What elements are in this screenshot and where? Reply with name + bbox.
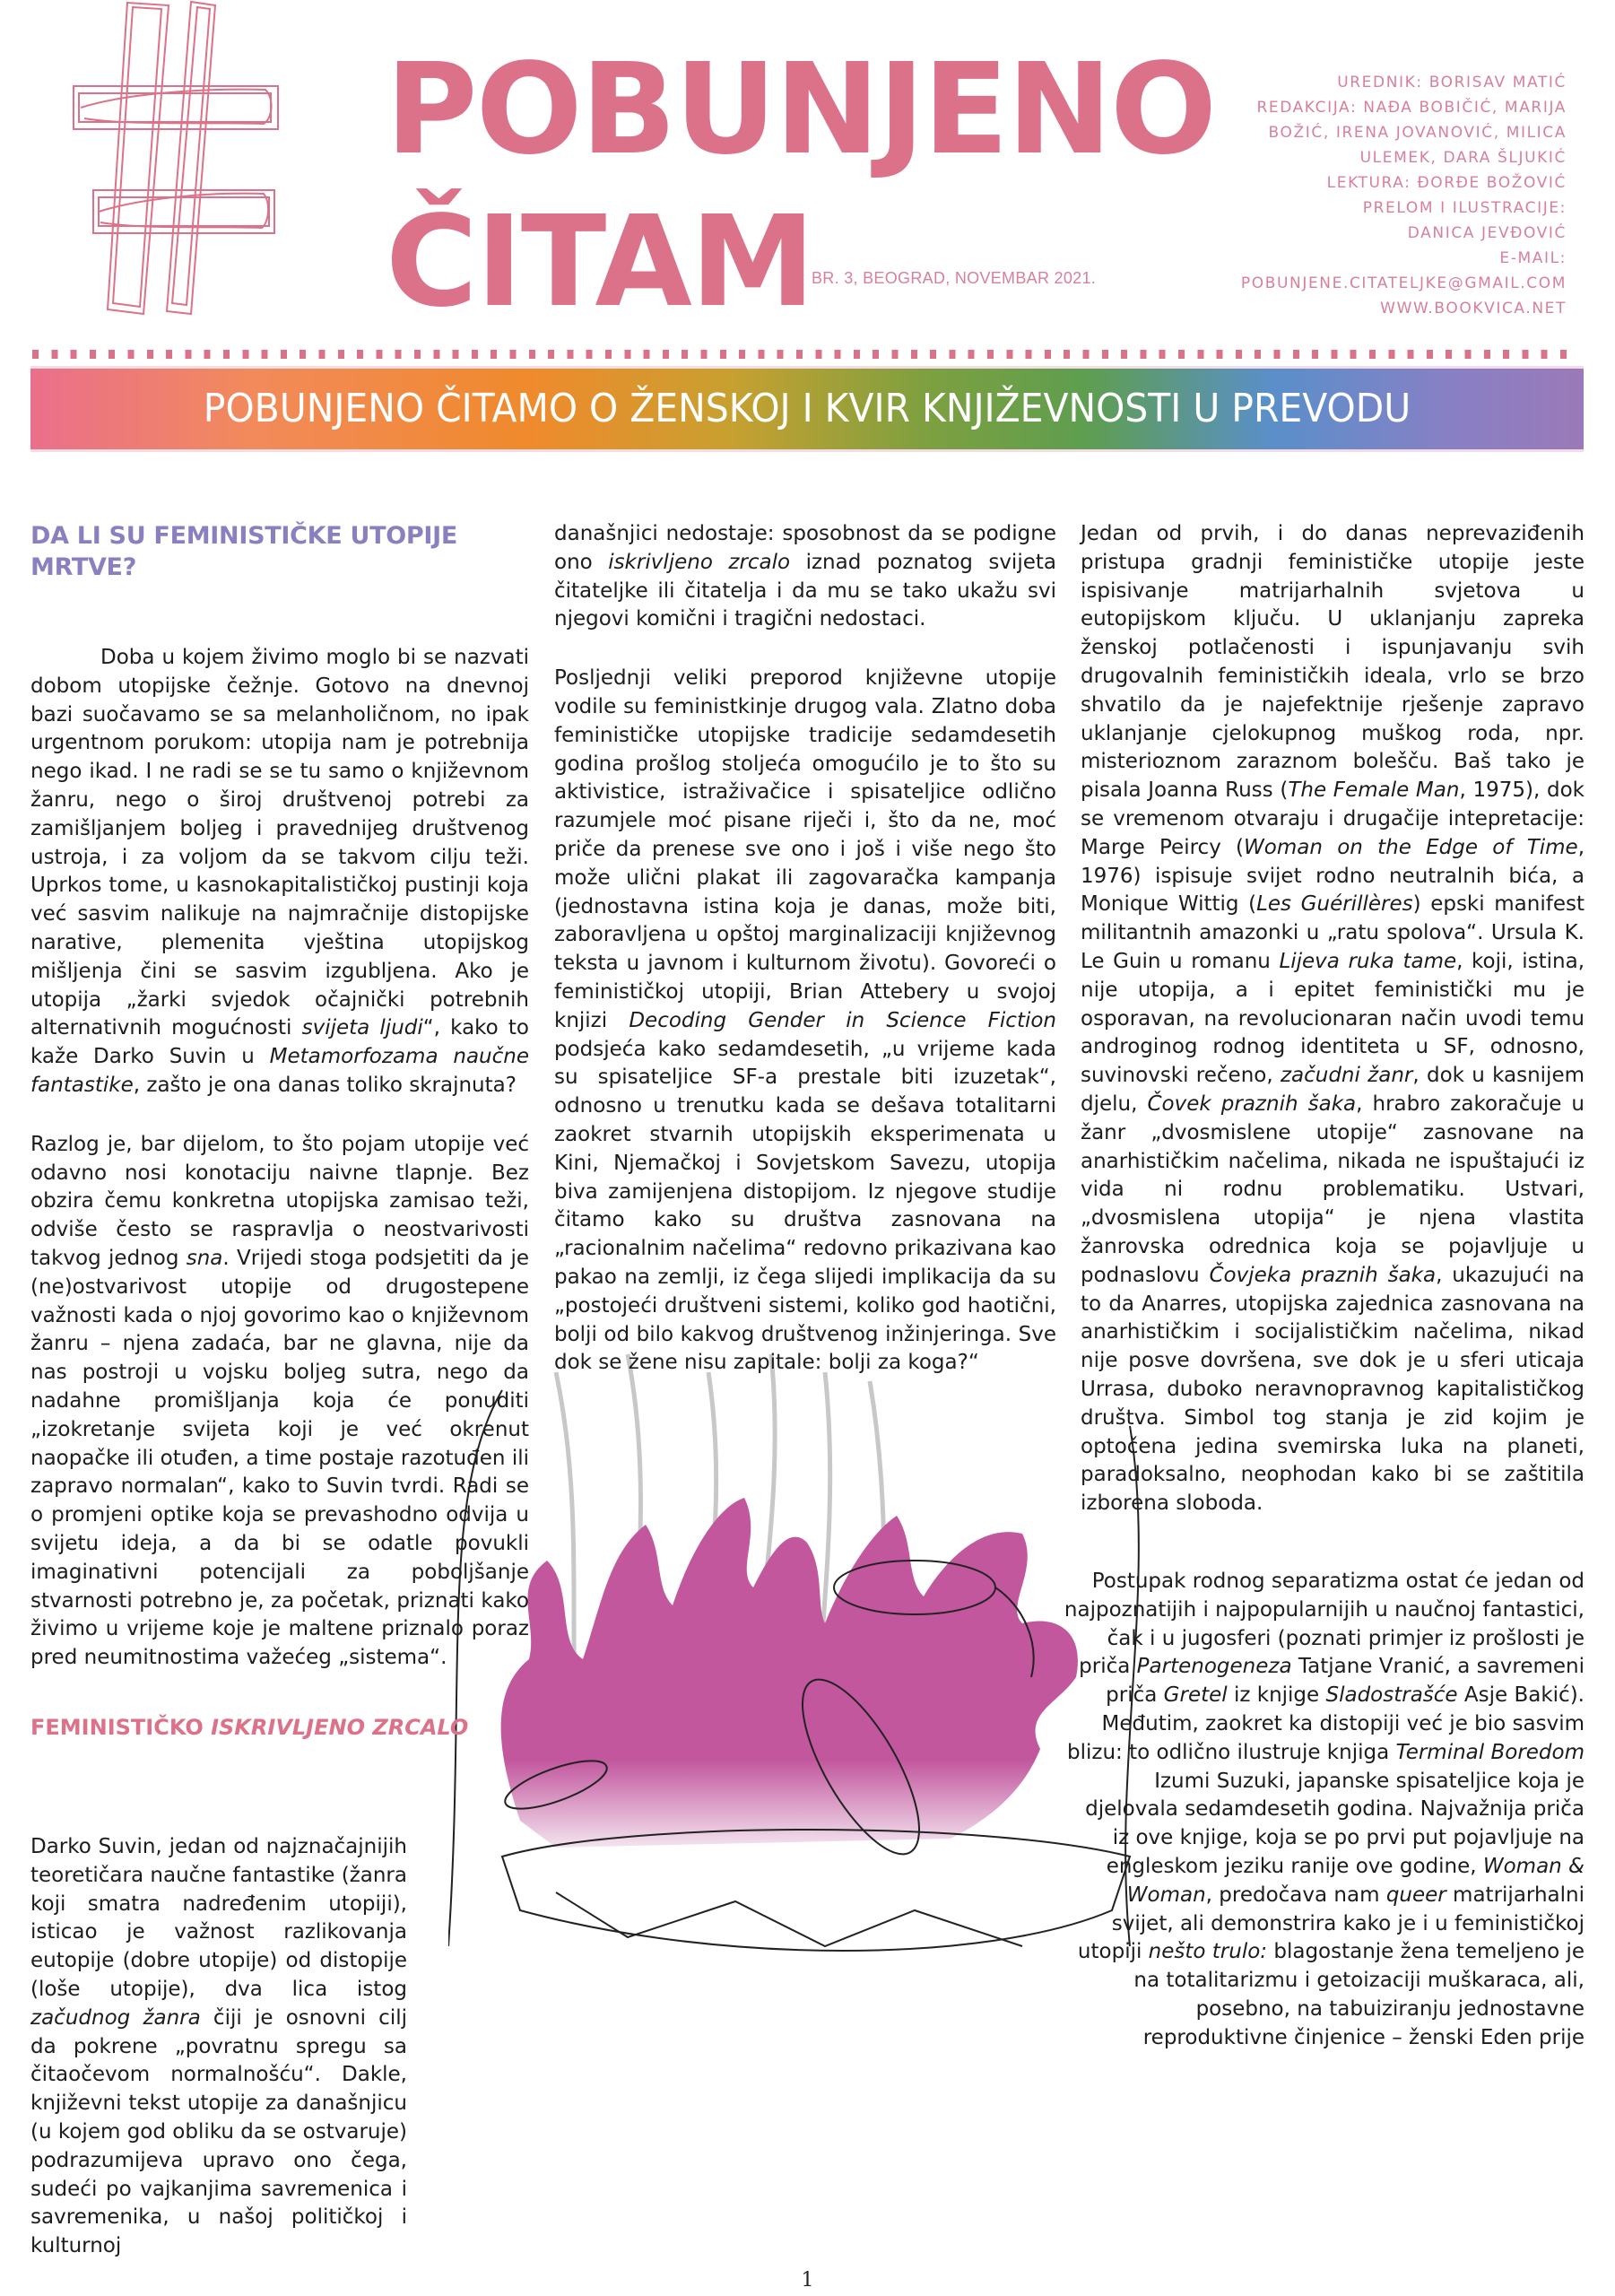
article-heading: DA LI SU FEMINISTIČKE UTOPIJE MRTVE? [30, 522, 457, 581]
coral-reef-fish-illustration [448, 1318, 1166, 2269]
paragraph: Posljednji veliki preporod književne utopije vodile su feministkinje drugog vala. Zlatno doba feminističke utopijske tradicije sedamdesetih godina prošlog stoljeća omogućilo je to što su aktivistice, istraživačice i spisateljice odlično razumjele moć pisane riječi i, što da ne, moć priče da prenese sve ono i još i više nego što može ulični plakat ili zagovaračka kampanja (jednostavna istina koja je danas, može biti, zaboravljena u opštoj marginalizaciji književnog teksta u javnom i kulturnom životu). Govoreći o feminističkoj utopiji, Brian Attebery u svojoj knjizi Decoding Gender in Science Fiction podsjeća kako sedamdesetih, „u vrijeme kada su spisateljice SF-a prestale biti izuzetak“, odnosno u trenutku kada se dešava totalitarni zaokret stvarnih utopijskih eksperimenata u Kini, Njemačkoj i Sovjetskom Savezu, utopija biva zamijenjena distopijom. Iz njegove studije čitamo kako su društva zasnovana na „racionalnim načelima“ redovno prikazivana kao pakao na zemlji, iz čega slijedi implikacija da su „postojeći društveni sistemi, koliko god haotični, bolji od bilo kakvog društvenog inžinjeringa. Sve dok se žene nisu zapitale: bolji za koga?“ [554, 666, 1056, 1375]
credit-line: E-MAIL: [1499, 249, 1567, 267]
rock-icon [502, 1830, 1130, 1951]
paragraph: Jedan od prvih, i do danas neprevaziđenih pristupa gradnji feminističke utopije jeste ispisivanje matrijarhalnih svjetova u eutopijskom ključu. U uklanjanju zapreka ženskoj potlačenosti i ispunjavanju svih drugovalnih feminističkih ideala, vrlo se brzo shvatilo da je najefektnije rješenje zapravo uklanjanje cjelokupnog muškog roda, npr. misterioznom zaraznom bolešču. Baš tako je pisala Joanna Russ (The Female Man, 1975), dok se vremenom otvaraju i drugačije intepretacije: Marge Peircy (Woman on the Edge of Time, 1976) ispisuje svijet rodno neutralnih bića, a Monique Wittig (Les Guérillères) epski manifest militantnih amazonki u „ratu spolova“. Ursula K. Le Guin u romanu Lijeva ruka tame, koji, istina, nije utopija, a i epitet feministički mu je osporavan, na revolucionaran način uvodi temu androginog rodnog identiteta u SF, odnosno, suvinovski rečeno, začudni žanr, dok u kasnijem djelu, Čovek praznih šaka, hrabro zakoračuje u žanr „dvosmislene utopije“ zasnovane na anarhističkim načelima, nikada ne ispuštajući iz vida ni rodnu problematiku. Ustvari, „dvosmislena utopija“ je njena vlastita žanrovska odrednica koja se pojavljuje u podnaslovu Čovjeka praznih šaka, ukazujući na to da Anarres, utopijska zajednica zasnovana na anarhističkim i socijalističkim načelima, nikad nije posve dovršena, sve dok je u sferi uticaja Urrasa, duboko neravnopravnog kapitalističkog društva. Simbol tog stanja je zid kojim je optočena jedina svemirska luka na planeti, paradoksalno, neophodan kako bi se zaštitila izborena sloboda. [1081, 522, 1585, 1516]
credit-line: LEKTURA: ĐORĐE BOŽOVIĆ [1326, 174, 1567, 192]
credit-line: DANICA JEVĐOVIĆ [1407, 224, 1567, 242]
paragraph: Postupak rodnog separatizma ostat će jedan od najpoznatijih i najpopularnijih u naučnoj fantastici, čak i u jugosferi (poznati primjer iz prošlosti je priča Partenogeneza Tatjane Vranić, a savremeni priča Gretel iz knjige Sladostrašće Asje Bakić). Međutim, zaokret ka distopiji već je bio sasvim blizu: to odlično ilustruje knjiga Terminal Boredom Izumi Suzuki, japanske spisateljice koja je djelovala sedamdesetih godina. Najvažnija priča iz ove knjige, koja se po prvi put pojavljuje na engleskom jeziku ranije ove godine, Woman & Woman, predočava nam queer matrijarhalni svijet, ali demonstrira kako je i u feminističkoj utopiji nešto trulo: blagostanje žena temeljeno je na totalitarizmu i getoizaciji muškaraca, ali, posebno, na tabuiziranju jednostavne reproduktivne činjenice – ženski Eden prije [1064, 1570, 1585, 2049]
article-column-2 [554, 520, 1056, 1378]
page-number: 1 [801, 2269, 814, 2292]
title-line-2: ČITAM [386, 189, 814, 335]
coral-icon [501, 1498, 1078, 1848]
credit-line: UREDNIK: BORISAV MATIĆ [1337, 74, 1567, 91]
paragraph: Razlog je, bar dijelom, to što pojam utopije već odavno nosi konotaciju naivne tlapnje. Bez obzira čemu konkretna utopijska zamisao teži, odviše često se raspravlja o neostvarivosti takvog jednog sna. Vrijedi stoga podsjetiti da je (ne)ostvarivost utopije od drugostepene važnosti kada o njoj govorimo kao o književnom žanru – njena zadaća, bar ne glavna, nije da nas postroji u vojsku boljeg sutra, nego da nadahne promišljanja koja će ponuditi „izokretanje svijeta koji je već okrenut naopačke ili otuđen, a time postaje razotuđen ili zapravo normalan“, kako to Suvin tvrdi. Radi se o promjeni optike koja se prevashodno odvija u svijetu ideja, a da bi se odatle povukli imaginativni potencijali za poboljšanje stvarnosti potrebno je, za početak, priznati kako živimo u vrijeme koje je maltene priznalo poraz pred neumitnostima važećeg „sistema“. [30, 1132, 529, 1670]
paragraph: današnjici nedostaje: sposobnost da se podigne ono iskrivljeno zrcalo iznad poznatog svijeta čitateljke ili čitatelja i da mu se tako ukažu svi njegovi komični i tragični nedostaci. [554, 522, 1056, 631]
credit-line: REDAKCIJA: NAĐA BOBIČIĆ, MARIJA [1256, 99, 1567, 117]
website-link[interactable]: WWW.BOOKVICA.NET [1380, 300, 1567, 317]
banner-text: POBUNJENO ČITAMO O ŽENSKOJ I KVIR KNJIŽEVNOSTI U PREVODU [203, 386, 1411, 431]
article-subheading: FEMINISTIČKO ISKRIVLJENO ZRCALO [30, 1714, 469, 1740]
rainbow-banner [30, 366, 1584, 452]
article-column-1 [30, 520, 529, 1743]
credit-line: ULEMEK, DARA ŠLJUKIĆ [1359, 149, 1567, 167]
hashtag-logo-icon [72, 0, 287, 332]
email-link[interactable]: POBUNJENE.CITATELJKE@GMAIL.COM [1240, 274, 1567, 292]
credit-line: PRELOM I ILUSTRACIJE: [1362, 199, 1567, 217]
article-column-3-continued [1063, 1568, 1585, 2053]
title-line-1: POBUNJENO [386, 37, 1216, 183]
article-column-3 [1081, 520, 1585, 1518]
issue-info: BR. 3, BEOGRAD, NOVEMBAR 2021. [812, 269, 1097, 287]
paragraph: Doba u kojem živimo moglo bi se nazvati dobom utopijske čežnje. Gotovo na dnevnoj bazi suočavamo se sa melanholičnom, no ipak urgentnom porukom: utopija nam je potrebnija nego ikad. I ne radi se se tu samo o književnom žanru, nego o široj društvenoj potrebi za zamišljanjem boljeg i pravednijeg društvenog ustroja, i za voljom da se takvom cilju teži. Uprkos tome, u kasnokapitalističkoj pustinji koja već sasvim nalikuje na najmračnije distopijske narative, plemenita vještina utopijskog mišljenja čini se sasvim izgubljena. Ako je utopija „žarki svjedok očajnički potrebnih alternativnih mogućnosti svijeta ljudi“, kako to kaže Darko Suvin u Metamorfozama naučne fantastike, zašto je ona danas toliko skrajnuta? [30, 646, 529, 1097]
masthead-title [386, 34, 1215, 339]
article-column-1-continued [30, 1833, 407, 2261]
paragraph: Darko Suvin, jedan od najznačajnijih teoretičara naučne fantastike (žanra koji smatra nadređenim utopiji), isticao je važnost razlikovanja eutopije (dobre utopije) od distopije (loše utopije), dva lica istog začudnog žanra čiji je osnovni cilj da pokrene „povratnu spregu sa čitaočevom normalnošću“. Dakle, književni tekst utopije za današnjicu (u kojem god obliku da se ostvaruje) podrazumijeva upravo ono čega, sudeći po vajkanjima savremenica i savremenika, u našoj političkoj i kulturnoj [30, 1835, 407, 2258]
credit-line: BOŽIĆ, IRENA JOVANOVIĆ, MILICA [1268, 124, 1567, 142]
dotted-divider [32, 350, 1575, 359]
editorial-credits [1136, 70, 1567, 321]
